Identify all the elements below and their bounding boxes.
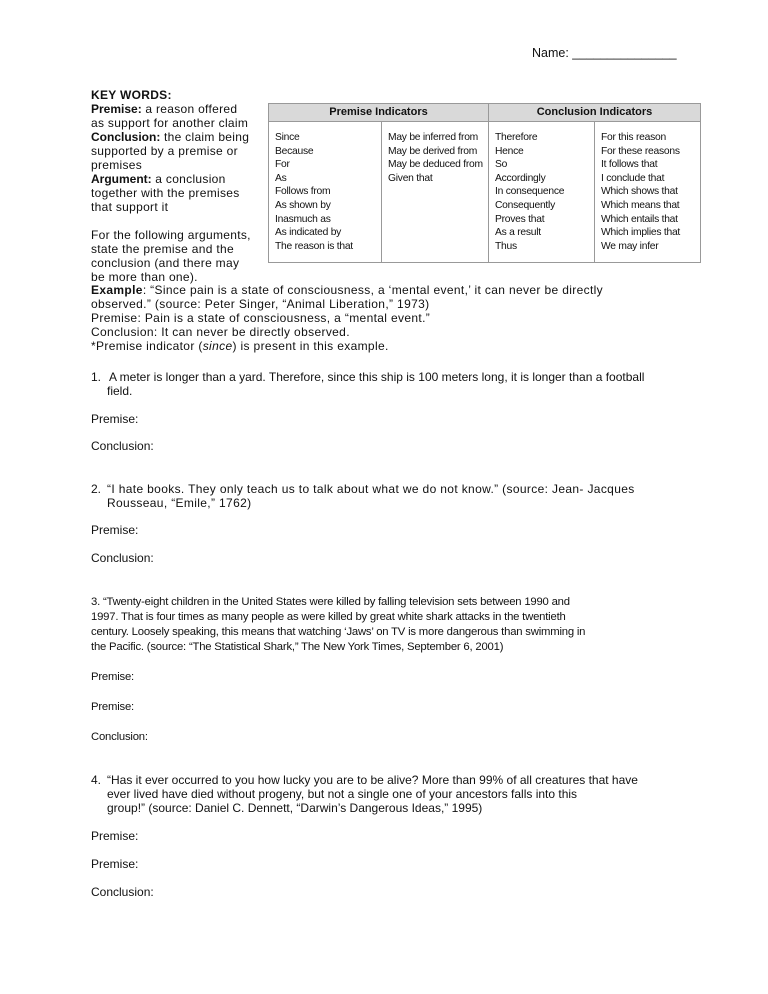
question-4-conclusion-label: Conclusion: <box>91 885 154 899</box>
premise-definition: Premise: a reason offered <box>91 102 238 116</box>
key-words-title: KEY WORDS: <box>91 88 172 102</box>
conclusion-definition-cont: supported by a premise or <box>91 144 238 158</box>
question-4-premise-label: Premise: <box>91 829 139 843</box>
indicator-item: In consequence <box>495 186 565 198</box>
question-1-number: 1. <box>91 370 102 384</box>
indicator-item: For these reasons <box>601 145 680 157</box>
indicator-item: Thus <box>495 240 517 252</box>
indicator-item: We may infer <box>601 240 659 252</box>
question-3-premise-label: Premise: <box>91 671 134 683</box>
question-1-text: field. <box>107 384 133 398</box>
indicator-item: Which implies that <box>601 227 681 239</box>
question-3-text: 3. “Twenty-eight children in the United States were killed by falling television sets between 1990 and <box>91 596 570 608</box>
indicator-table <box>268 103 701 263</box>
question-4-text: group!” (source: Daniel C. Dennett, “Darwin’s Dangerous Ideas,” 1995) <box>107 801 483 815</box>
indicator-item: May be deduced from <box>388 159 483 171</box>
indicator-item: It follows that <box>601 159 658 171</box>
argument-definition-cont: together with the premises <box>91 186 240 200</box>
question-2-conclusion-label: Conclusion: <box>91 551 154 565</box>
question-2-number: 2. <box>91 482 102 496</box>
indicator-item: The reason is that <box>275 240 353 252</box>
indicator-item: Which entails that <box>601 213 678 225</box>
question-1-text: A meter is longer than a yard. Therefore, since this ship is 100 meters long, it is longer than a football <box>109 370 645 384</box>
indicator-item: Accordingly <box>495 172 546 184</box>
question-3-text: the Pacific. (source: “The Statistical Shark,” The New York Times, September 6, 2001) <box>91 641 504 653</box>
premise-indicators-col-1 <box>269 122 381 262</box>
question-2-text: “I hate books. They only teach us to talk about what we do not know.” (source: Jean- Jacques <box>107 482 635 496</box>
indicator-item: Consequently <box>495 199 555 211</box>
indicator-item: As indicated by <box>275 227 342 239</box>
indicator-item: As <box>275 172 287 184</box>
argument-definition-cont: that support it <box>91 200 169 214</box>
question-1-conclusion-label: Conclusion: <box>91 439 154 453</box>
indicator-item: May be derived from <box>388 145 478 157</box>
instructions-text: conclusion (and there may <box>91 256 240 270</box>
example-conclusion: Conclusion: It can never be directly observed. <box>91 325 350 339</box>
instructions-text: state the premise and the <box>91 242 234 256</box>
instructions-text: For the following arguments, <box>91 228 251 242</box>
indicator-item: I conclude that <box>601 172 665 184</box>
question-2-premise-label: Premise: <box>91 523 139 537</box>
indicator-item: May be inferred from <box>388 132 478 143</box>
conclusion-indicators-col-2 <box>595 122 700 262</box>
conclusion-indicators-col-1 <box>489 122 594 262</box>
question-2-text: Rousseau, “Emile,” 1762) <box>107 496 252 510</box>
instructions-text: be more than one). <box>91 270 198 284</box>
question-4-number: 4. <box>91 773 102 787</box>
indicator-item: Follows from <box>275 186 331 198</box>
indicator-item: Since <box>275 132 300 143</box>
indicator-item: Therefore <box>495 132 538 143</box>
indicator-item: Because <box>275 145 314 157</box>
question-3-premise-label: Premise: <box>91 701 134 713</box>
indicator-item: As a result <box>495 227 541 239</box>
question-3-text: century. Loosely speaking, this means that watching ‘Jaws’ on TV is more dangerous than swimming in <box>91 626 586 638</box>
question-4-text: ever lived have died without progeny, but not a single one of your ancestors falls into this <box>107 787 578 801</box>
indicator-item: Hence <box>495 145 524 157</box>
conclusion-definition-cont: premises <box>91 158 143 172</box>
premise-definition-cont: as support for another claim <box>91 116 249 130</box>
indicator-item: As shown by <box>275 199 331 211</box>
indicator-item: Inasmuch as <box>275 213 331 225</box>
indicator-item: Which means that <box>601 199 680 211</box>
indicator-item: Which shows that <box>601 186 678 198</box>
argument-definition: Argument: a conclusion <box>91 172 226 186</box>
indicator-item: Given that <box>388 172 433 184</box>
example-text: observed.” (source: Peter Singer, “Animal Liberation,” 1973) <box>91 297 430 311</box>
question-1-premise-label: Premise: <box>91 412 139 426</box>
question-4-text: “Has it ever occurred to you how lucky you are to be alive? More than 99% of all creatures that have <box>107 773 638 787</box>
premise-indicators-header: Premise Indicators <box>269 104 488 122</box>
indicator-item: So <box>495 159 508 171</box>
premise-indicators-col-2 <box>382 122 488 262</box>
question-3-text: 1997. That is four times as many people as were killed by great white shark attacks in the twentieth <box>91 611 566 623</box>
example-premise: Premise: Pain is a state of consciousness, a “mental event.” <box>91 311 431 325</box>
question-3-conclusion-label: Conclusion: <box>91 731 148 743</box>
name-field-label: Name: _______________ <box>532 46 677 60</box>
example-note: *Premise indicator (since) is present in this example. <box>91 339 389 353</box>
conclusion-indicators-header: Conclusion Indicators <box>489 104 700 122</box>
conclusion-definition: Conclusion: the claim being <box>91 130 250 144</box>
indicator-item: For this reason <box>601 132 666 143</box>
example-text: Example: “Since pain is a state of consciousness, a ‘mental event,’ it can never be directly <box>91 283 604 297</box>
indicator-item: Proves that <box>495 213 545 225</box>
question-4-premise-label: Premise: <box>91 857 139 871</box>
indicator-item: For <box>275 159 290 171</box>
